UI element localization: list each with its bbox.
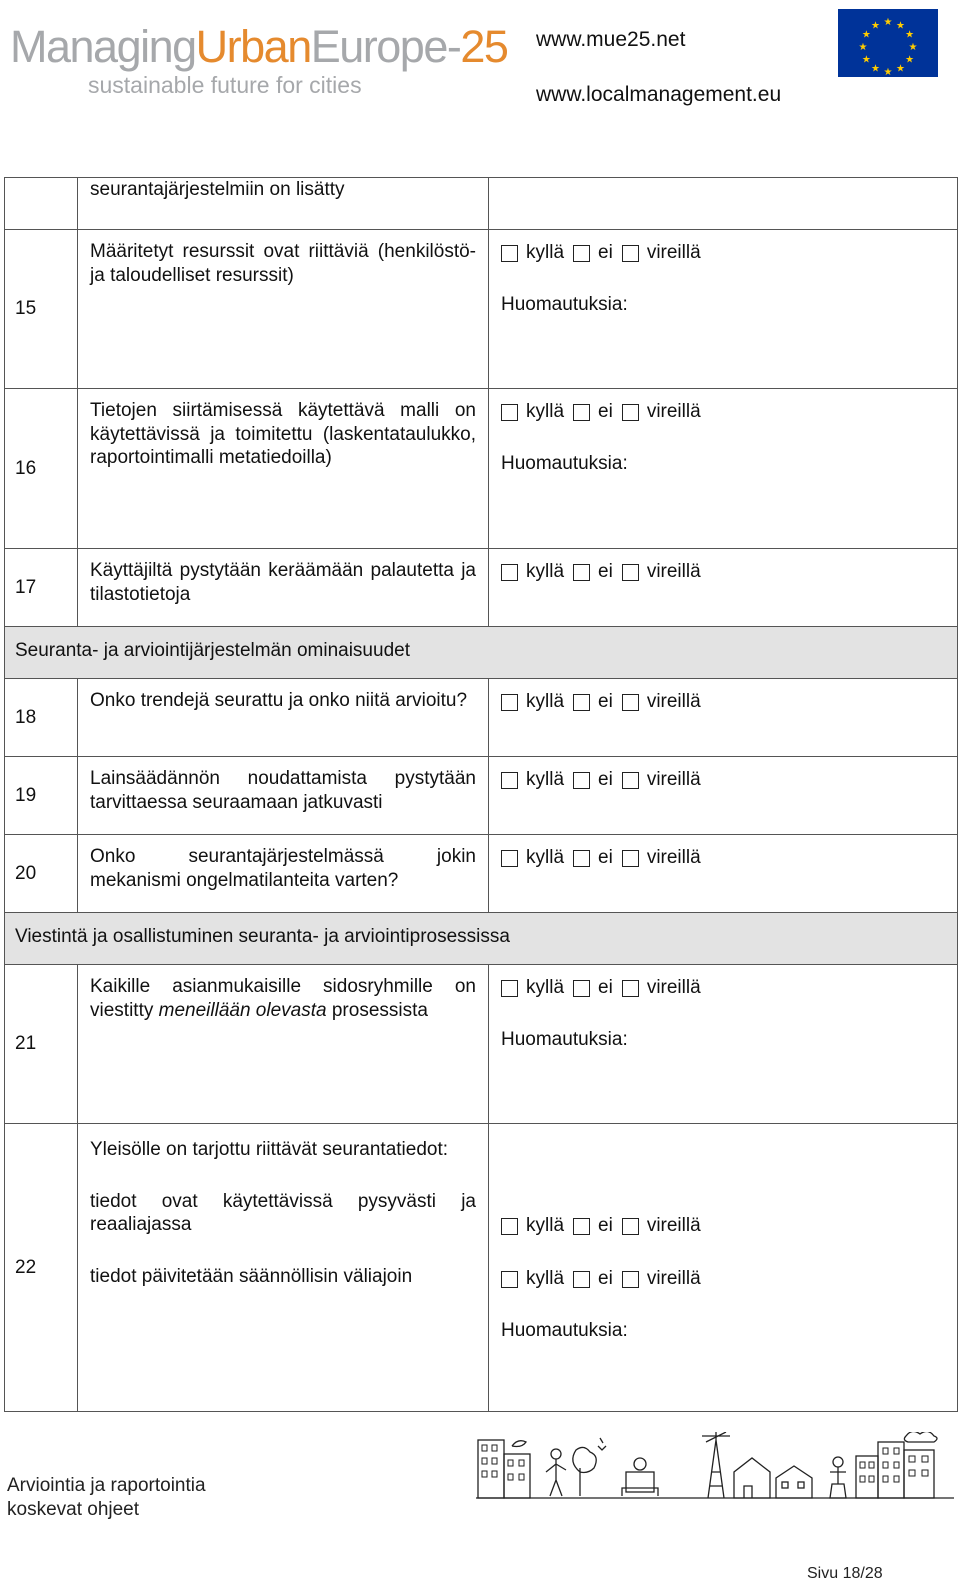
remarks-label: Huomautuksia: bbox=[501, 453, 628, 474]
yes-checkbox[interactable] bbox=[501, 772, 518, 789]
pending-checkbox[interactable] bbox=[622, 980, 639, 997]
table-row bbox=[5, 679, 958, 757]
table-row bbox=[5, 178, 958, 230]
answer-options: kyllä ei vireillä bbox=[501, 241, 957, 265]
answer-options: kyllä ei vireillä bbox=[501, 1267, 957, 1291]
yes-checkbox[interactable] bbox=[501, 564, 518, 581]
row-number: 21 bbox=[5, 965, 78, 1124]
row-answer bbox=[489, 679, 958, 757]
svg-text:★: ★ bbox=[871, 63, 880, 75]
answer-options: kyllä ei vireillä bbox=[501, 690, 957, 714]
row-description: Tietojen siirtämisessä käytettävä malli on käytettävissä ja toimitettu (laskentataulukko, raportointimalli metatiedoilla) bbox=[78, 389, 489, 549]
svg-text:★: ★ bbox=[861, 54, 871, 66]
no-checkbox[interactable] bbox=[573, 1271, 590, 1288]
remarks-label: Huomautuksia: bbox=[501, 1320, 628, 1341]
row-description: Määritetyt resurssit ovat riittäviä (henkilöstö- ja taloudelliset resurssit) bbox=[78, 230, 489, 389]
svg-text:★: ★ bbox=[883, 67, 893, 77]
pending-checkbox[interactable] bbox=[622, 772, 639, 789]
row-number bbox=[5, 178, 78, 230]
section-header-row bbox=[5, 913, 958, 965]
row-subitem: tiedot ovat käytettävissä pysyvästi ja reaaliajassa bbox=[90, 1190, 476, 1235]
table-row bbox=[5, 230, 958, 389]
row-answer bbox=[489, 757, 958, 835]
row-number: 17 bbox=[5, 549, 78, 627]
row-number: 15 bbox=[5, 230, 78, 389]
pending-checkbox[interactable] bbox=[622, 404, 639, 421]
logo-tagline: sustainable future for cities bbox=[88, 72, 362, 98]
no-checkbox[interactable] bbox=[573, 245, 590, 262]
row-description: Kaikille asianmukaisille sidosryhmille on viestitty meneillään olevasta prosessista bbox=[78, 965, 489, 1124]
row-answer bbox=[489, 549, 958, 627]
answer-options: kyllä ei vireillä bbox=[501, 1214, 957, 1238]
svg-text:★: ★ bbox=[908, 42, 918, 53]
logo-wordmark: ManagingUrbanEurope-25 bbox=[10, 21, 508, 72]
no-checkbox[interactable] bbox=[573, 772, 590, 789]
page-number: Sivu 18/28 bbox=[807, 1565, 883, 1582]
section-header-row bbox=[5, 627, 958, 679]
row-description: Onko seurantajärjestelmässä jokin mekanismi ongelmatilanteita varten? bbox=[78, 835, 489, 913]
row-number: 20 bbox=[5, 835, 78, 913]
svg-text:★: ★ bbox=[896, 63, 905, 75]
no-checkbox[interactable] bbox=[573, 1218, 590, 1235]
row-answer bbox=[489, 835, 958, 913]
remarks-label: Huomautuksia: bbox=[501, 1029, 628, 1050]
row-number: 18 bbox=[5, 679, 78, 757]
no-checkbox[interactable] bbox=[573, 564, 590, 581]
yes-checkbox[interactable] bbox=[501, 980, 518, 997]
svg-text:★: ★ bbox=[905, 29, 915, 41]
no-checkbox[interactable] bbox=[573, 980, 590, 997]
row-number: 22 bbox=[5, 1124, 78, 1412]
answer-options: kyllä ei vireillä bbox=[501, 976, 957, 1000]
row-description: Lainsäädännön noudattamista pystytään tarvittaessa seuraamaan jatkuvasti bbox=[78, 757, 489, 835]
yes-checkbox[interactable] bbox=[501, 694, 518, 711]
yes-checkbox[interactable] bbox=[501, 404, 518, 421]
answer-options: kyllä ei vireillä bbox=[501, 768, 957, 792]
table-row bbox=[5, 965, 958, 1124]
no-checkbox[interactable] bbox=[573, 404, 590, 421]
pending-checkbox[interactable] bbox=[622, 1218, 639, 1235]
answer-options: kyllä ei vireillä bbox=[501, 400, 957, 424]
no-checkbox[interactable] bbox=[573, 694, 590, 711]
section-title: Seuranta- ja arviointijärjestelmän ominaisuudet bbox=[5, 627, 958, 679]
managing-urban-europe-logo bbox=[10, 21, 508, 102]
row-answer bbox=[489, 1124, 958, 1412]
pending-checkbox[interactable] bbox=[622, 245, 639, 262]
row-description: seurantajärjestelmiin on lisätty bbox=[78, 178, 489, 230]
table-row bbox=[5, 1124, 958, 1412]
yes-checkbox[interactable] bbox=[501, 1271, 518, 1288]
table-row bbox=[5, 757, 958, 835]
no-checkbox[interactable] bbox=[573, 850, 590, 867]
pending-checkbox[interactable] bbox=[622, 1271, 639, 1288]
table-row bbox=[5, 835, 958, 913]
row-intro: Yleisölle on tarjottu riittävät seurantatiedot: bbox=[90, 1139, 449, 1160]
svg-text:★: ★ bbox=[861, 29, 871, 41]
row-answer bbox=[489, 965, 958, 1124]
table-row bbox=[5, 389, 958, 549]
pending-checkbox[interactable] bbox=[622, 694, 639, 711]
row-number: 19 bbox=[5, 757, 78, 835]
pending-checkbox[interactable] bbox=[622, 850, 639, 867]
answer-options: kyllä ei vireillä bbox=[501, 846, 957, 870]
table-row bbox=[5, 549, 958, 627]
checklist-table bbox=[4, 177, 958, 1412]
section-title: Viestintä ja osallistuminen seuranta- ja arviointiprosessissa bbox=[5, 913, 958, 965]
website-url-localmanagement[interactable]: www.localmanagement.eu bbox=[536, 83, 782, 106]
svg-text:★: ★ bbox=[896, 20, 905, 32]
yes-checkbox[interactable] bbox=[501, 850, 518, 867]
row-subitem: tiedot päivitetään säännöllisin väliajoin bbox=[90, 1265, 413, 1287]
pending-checkbox[interactable] bbox=[622, 564, 639, 581]
svg-text:★: ★ bbox=[858, 42, 868, 53]
remarks-label: Huomautuksia: bbox=[501, 294, 628, 315]
eu-flag-icon bbox=[838, 9, 938, 77]
website-url-mue25[interactable]: www.mue25.net bbox=[536, 28, 686, 51]
yes-checkbox[interactable] bbox=[501, 1218, 518, 1235]
svg-text:★: ★ bbox=[905, 54, 915, 66]
yes-checkbox[interactable] bbox=[501, 245, 518, 262]
svg-text:★: ★ bbox=[871, 20, 880, 32]
footer-document-title: Arviointia ja raportointia koskevat ohjeet bbox=[7, 1475, 206, 1520]
row-answer bbox=[489, 178, 958, 230]
row-description: Onko trendejä seurattu ja onko niitä arvioitu? bbox=[78, 679, 489, 757]
row-answer bbox=[489, 389, 958, 549]
row-description bbox=[78, 1124, 489, 1412]
svg-text:★: ★ bbox=[883, 17, 893, 28]
row-description: Käyttäjiltä pystytään keräämään palautetta ja tilastotietoja bbox=[78, 549, 489, 627]
answer-options: kyllä ei vireillä bbox=[501, 560, 957, 584]
city-sketch-illustration bbox=[476, 1432, 954, 1522]
row-number: 16 bbox=[5, 389, 78, 549]
row-answer bbox=[489, 230, 958, 389]
